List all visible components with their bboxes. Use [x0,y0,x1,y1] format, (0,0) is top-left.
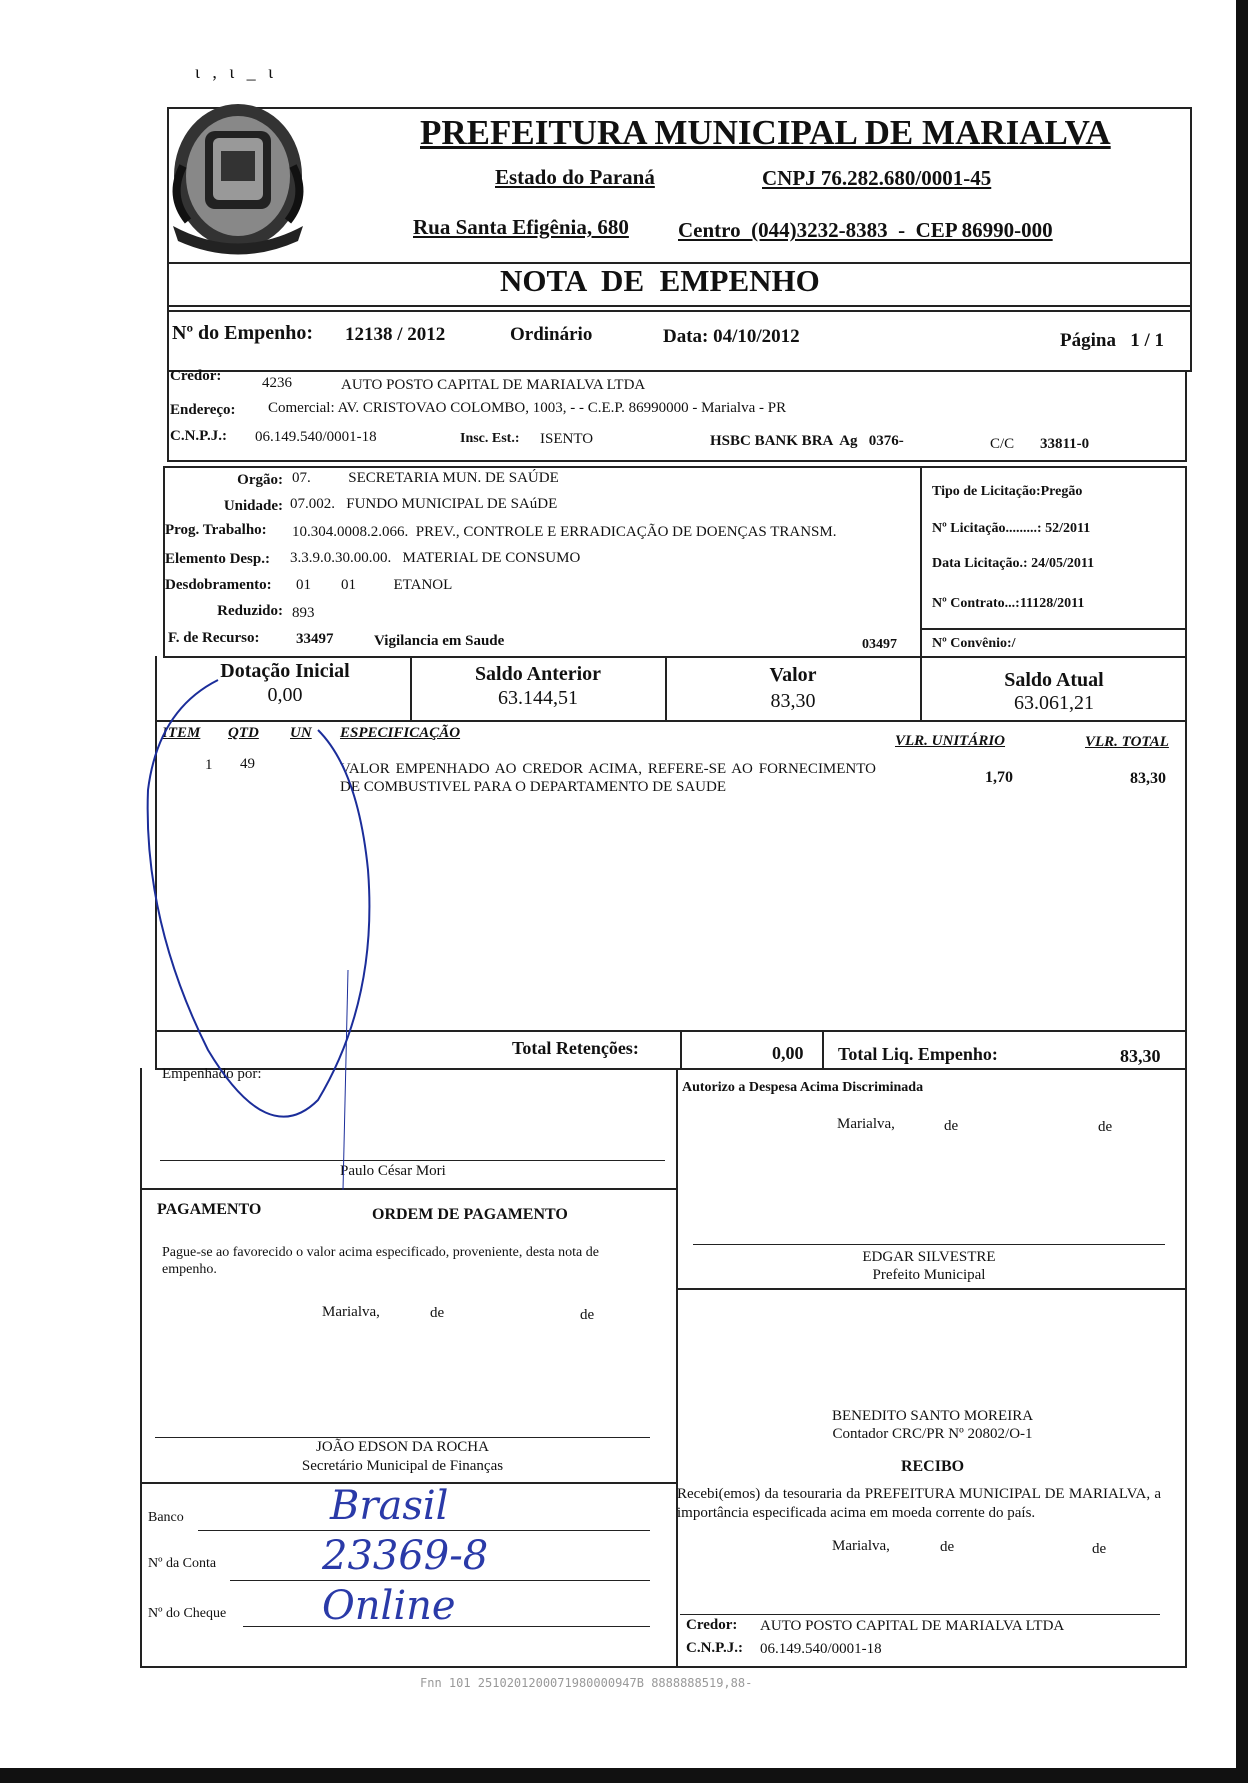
endereco-label: Endereço: [170,402,236,418]
recibo-text: Recebi(emos) da tesouraria da PREFEITURA MUNICIPAL DE MARIALVA, a importância especificada acima em moeda corrente do país. [677,1486,1161,1521]
cnpj-label: C.N.P.J.: [170,428,227,444]
autorizo-de-2: de [1098,1119,1113,1135]
prog-label: Prog. Trabalho: [165,522,267,538]
ordem-pagamento-label: ORDEM DE PAGAMENTO [372,1206,568,1223]
valor-value: 83,30 [770,690,816,712]
recibo-de-2: de [1092,1541,1107,1557]
cheque-handwritten: Online [322,1583,456,1629]
credor-address: Comercial: AV. CRISTOVAO COLOMBO, 1003, - - C.E.P. 86990000 - Marialva - PR [268,400,787,416]
conta-handwritten: 23369-8 [322,1533,489,1579]
document-title: NOTA DE EMPENHO [500,263,820,298]
recibo-cnpj-label: C.N.P.J.: [686,1640,743,1656]
scan-border-right [1236,0,1248,1783]
elemento-value: 3.3.9.0.30.00.00. MATERIAL DE CONSUMO [290,550,581,566]
retencoes-label: Total Retenções: [512,1038,639,1058]
banco-label: Banco [148,1510,184,1525]
numero-contrato: Nº Contrato...:11128/2011 [932,596,1085,611]
recibo-credor: AUTO POSTO CAPITAL DE MARIALVA LTDA [760,1618,1065,1634]
recibo-signature-line [680,1614,1160,1615]
empenho-number-label: Nº do Empenho: [172,322,314,344]
municipal-coat-of-arms-icon [163,96,313,256]
prefeito-signature-line [693,1244,1165,1245]
footer-stamp: Fnn 101 2510201200071980000947B 8888888519,88- [420,1676,753,1690]
col-qtd-header: QTD [228,725,259,741]
page-title: PREFEITURA MUNICIPAL DE MARIALVA [420,113,1111,152]
recibo-cnpj: 06.149.540/0001-18 [760,1641,882,1657]
page-number: Página 1 / 1 [1060,330,1164,351]
dotacao-inicial-value: 0,00 [267,684,303,706]
bank-info: HSBC BANK BRA Ag 0376- [710,433,904,449]
conta-label: Nº da Conta [148,1556,217,1571]
state-name: Estado do Paraná [495,165,655,189]
prefeito-name: EDGAR SILVESTRE [862,1249,996,1265]
col-spec-header: ESPECIFICAÇÃO [340,725,461,741]
saldo-anterior-label: Saldo Anterior [474,663,602,685]
credor-code: 4236 [262,375,292,391]
pen-stroke-icon [118,670,461,1190]
item-qtd: 49 [240,756,255,772]
address-street: Rua Santa Efigênia, 680 [413,215,629,239]
col-item-header: ITEM [162,725,201,741]
col-un-header: UN [290,725,312,741]
cheque-label: Nº do Cheque [148,1606,227,1621]
numero-licitacao: Nº Licitação.........: 52/2011 [932,521,1091,536]
insc-value: ISENTO [540,431,594,447]
empenho-type: Ordinário [510,324,593,345]
recurso-value: 33497 [296,631,334,647]
cc-value: 33811-0 [1040,436,1090,452]
prog-value: 10.304.0008.2.066. PREV., CONTROLE E ERRADICAÇÃO DE DOENÇAS TRANSM. [292,524,837,540]
saldo-atual-label: Saldo Atual [1004,669,1104,691]
autorizo-text: Autorizo a Despesa Acima Discriminada [682,1080,924,1095]
secretario-name: JOÃO EDSON DA ROCHA [316,1439,489,1455]
contador-name: BENEDITO SANTO MOREIRA [831,1408,1034,1424]
col-total-header: VLR. TOTAL [1085,734,1169,750]
recibo-credor-label: Credor: [686,1617,738,1633]
desdobramento-label: Desdobramento: [165,577,272,593]
reduzido-label: Reduzido: [217,603,283,619]
unidade-value: 07.002. FUNDO MUNICIPAL DE SAúDE [290,496,558,512]
prefeito-title: Prefeito Municipal [872,1267,986,1283]
recibo-de-1: de [940,1539,955,1555]
unidade-label: Unidade: [223,498,283,514]
orgao-label: Orgão: [237,472,283,488]
recibo-place: Marialva, [832,1538,890,1554]
secretario-signature-line [155,1437,650,1438]
total-liquido-label: Total Liq. Empenho: [838,1044,998,1064]
autorizo-place: Marialva, [837,1116,895,1132]
address-details: Centro (044)3232-8383 - CEP 86990-000 [678,218,1053,242]
recurso-name: Vigilancia em Saude [374,633,505,649]
dotacao-inicial-label: Dotação Inicial [220,660,350,682]
credor-cnpj: 06.149.540/0001-18 [255,429,377,445]
empenhado-name: Paulo César Mori [340,1163,446,1179]
col-unit-header: VLR. UNITÁRIO [895,733,1006,749]
pagamento-text: Pague-se ao favorecido o valor acima especificado, proveniente, desta nota de empenho. [162,1245,599,1277]
pagamento-label: PAGAMENTO [157,1201,262,1218]
scan-marks: ι , ι _ ι [195,62,278,82]
empenho-date: Data: 04/10/2012 [663,326,800,347]
autorizo-de-1: de [944,1118,959,1134]
valor-label: Valor [769,664,817,686]
scan-border-bottom [0,1768,1248,1783]
item-spec: VALOR EMPENHADO AO CREDOR ACIMA, REFERE-SE AO FORNECIMENTO DE COMBUSTIVEL PARA O DEPARTAMENTO DE SAUDE [340,761,876,795]
contador-title: Contador CRC/PR Nº 20802/O-1 [832,1426,1033,1442]
saldo-atual-value: 63.061,21 [1014,692,1094,714]
recibo-title: RECIBO [900,1458,965,1475]
item-number: 1 [205,757,213,773]
pagamento-de-1: de [430,1305,445,1321]
cc-label: C/C [990,436,1015,452]
secretario-title: Secretário Municipal de Finanças [301,1458,504,1474]
banco-handwritten: Brasil [330,1483,449,1529]
numero-convenio: Nº Convênio:/ [932,636,1016,651]
empenhado-por-label: Empenhado por: [162,1066,262,1082]
pagamento-de-2: de [580,1307,595,1323]
retencoes-value: 0,00 [772,1043,804,1063]
item-total-value: 83,30 [1130,770,1166,787]
reduzido-value: 893 [292,605,315,621]
data-licitacao: Data Licitação.: 24/05/2011 [932,556,1095,571]
orgao-value: 07. SECRETARIA MUN. DE SAÚDE [292,470,559,486]
empenho-number: 12138 / 2012 [345,324,446,345]
total-liquido-value: 83,30 [1120,1046,1161,1066]
credor-name: AUTO POSTO CAPITAL DE MARIALVA LTDA [341,377,646,393]
insc-label: Insc. Est.: [460,431,520,446]
credor-label: Credor: [170,368,222,384]
tipo-licitacao: Tipo de Licitação:Pregão [932,484,1083,499]
pagamento-place: Marialva, [322,1304,380,1320]
recurso-label: F. de Recurso: [168,630,260,646]
recurso-code: 03497 [862,637,897,652]
desdobramento-value: 01 01 ETANOL [296,577,453,593]
elemento-label: Elemento Desp.: [165,551,270,567]
saldo-anterior-value: 63.144,51 [498,687,578,709]
item-unit-value: 1,70 [985,769,1013,786]
municipality-cnpj: CNPJ 76.282.680/0001-45 [762,166,992,190]
